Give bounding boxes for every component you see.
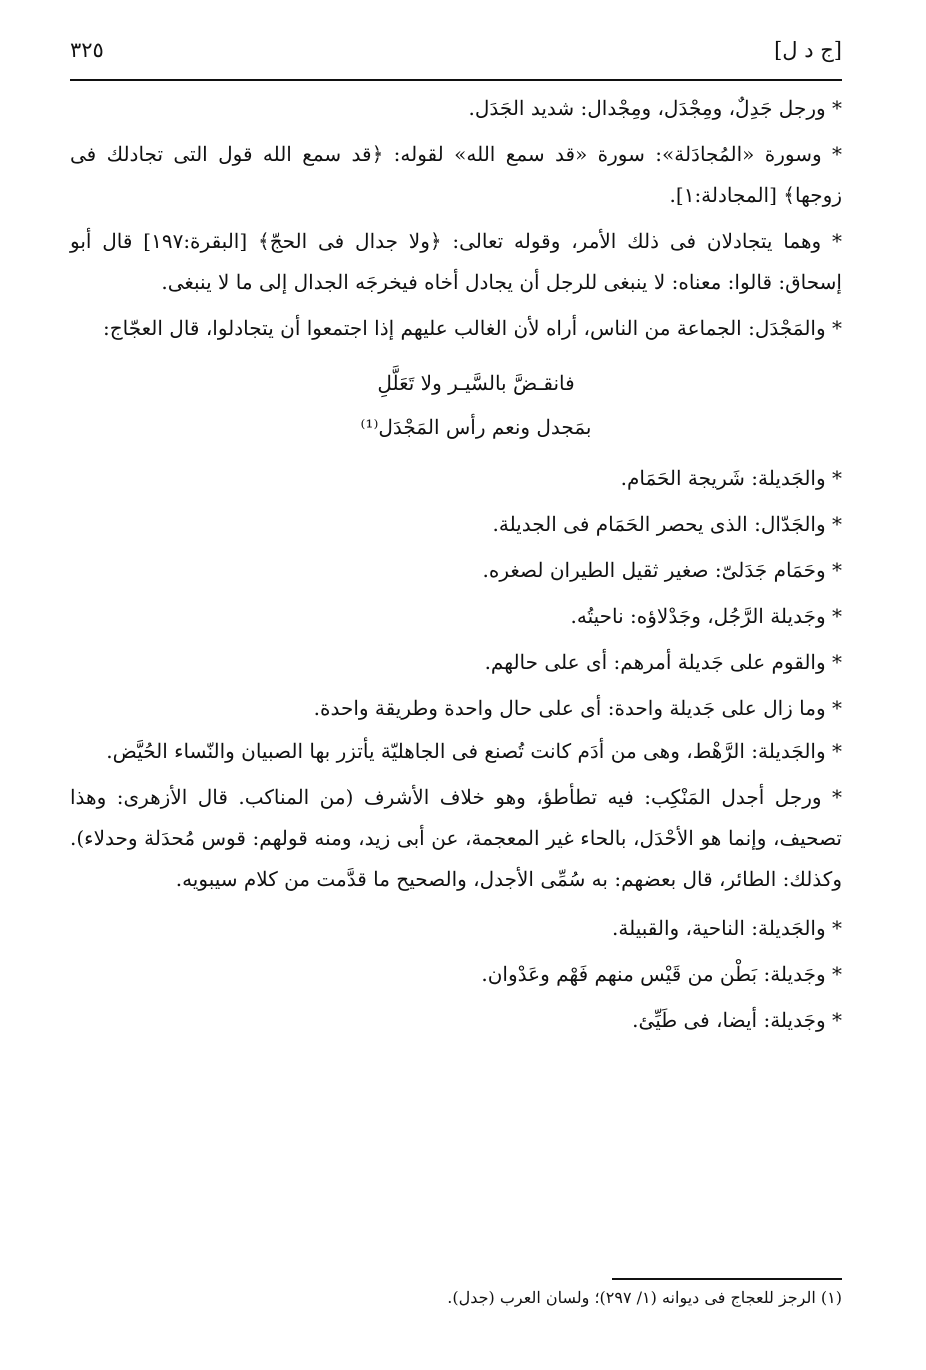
paragraph: * ورجل أجدل المَنْكِب: فيه تطأطؤ، وهو خلاف الأشرف (من المناكب. قال الأزهرى: وهذا تصحيف، وإنما هو الأحْدَل، بالحاء غير المعجمة، عن أبى زيد، ومنه قولهم: قوس مُحدَلة وحدلاء). وكذلك: الطائر، قال بعضهم: به سُمِّى الأجدل، والصحيح ما قدَّمت من كلام سيبويه. [70, 785, 842, 891]
root-letters-heading: [ج د ل] [774, 38, 842, 62]
page-body [70, 88, 842, 1043]
paragraph: * والمَجْدَل: الجماعة من الناس، أراه لأن الغالب عليهم إذا اجتمعوا أن يتجادلوا، قال العجّاج: [102, 316, 842, 340]
entry-line: * وما زال على جَديلة واحدة: أى على حال واحدة وطريقة واحدة. [313, 696, 842, 720]
entry-line: * والجَدّال: الذى يحصر الحَمَام فى الجديلة. [492, 512, 842, 536]
header-rule [70, 79, 842, 81]
entry-line: * والقوم على جَديلة أمرهم: أى على حالهم. [484, 650, 842, 674]
verse-line: فانقـضَّ بالسَّيـر ولا تَعَلَّلِ [377, 371, 575, 395]
paragraph: * وهما يتجادلان فى ذلك الأمر، وقوله تعالى: ﴿ولا جدال فى الحجّ﴾ [البقرة:١٩٧] قال أبو إسحاق: قالوا: معناه: لا ينبغى للرجل أن يجادل أخاه فيخرجَه الجدال إلى ما لا ينبغى. [70, 229, 842, 294]
entry-line: * وجَديلة: بَطْن من قَيْس منهم فَهْم وعَدْوان. [481, 962, 842, 986]
paragraph: * وسورة «المُجادَلة»: سورة «قد سمع الله» لقوله: ﴿قد سمع الله قول التى تجادلك فى زوجها﴾ [المجادلة:١]. [70, 142, 842, 207]
paragraph: * والجَديلة: الرَّهْط، وهى من أدَم كانت تُصنع فى الجاهليّة يأتزر بها الصبيان والنّساء الحُيَّض. [106, 739, 842, 763]
footnote-rule [612, 1278, 842, 1280]
paragraph: * ورجل جَدِلٌ، ومِجْدَل، ومِجْدال: شديد الجَدَل. [468, 96, 842, 120]
entry-line: * وحَمَام جَدَلىّ: صغير ثقيل الطيران لصغره. [482, 558, 842, 582]
footnote: (١) الرجز للعجاج فى ديوانه (١/ ٢٩٧)؛ ولسان العرب (جدل). [447, 1288, 842, 1307]
entry-line: * وجَديلة الرَّجُل، وجَدْلاؤه: ناحيتُه. [570, 604, 842, 628]
page-number: ٣٢٥ [70, 38, 104, 62]
entry-line: * والجَديلة: شَريجة الحَمَام. [620, 466, 842, 490]
entry-line: * والجَديلة: الناحية، والقبيلة. [612, 916, 842, 940]
page-header [70, 38, 842, 78]
entry-line: * وجَديلة: أيضا، فى طَيِّئ. [632, 1008, 842, 1032]
verse-line: بمَجدل ونعم رأس المَجْدَل⁽¹⁾ [360, 415, 592, 439]
